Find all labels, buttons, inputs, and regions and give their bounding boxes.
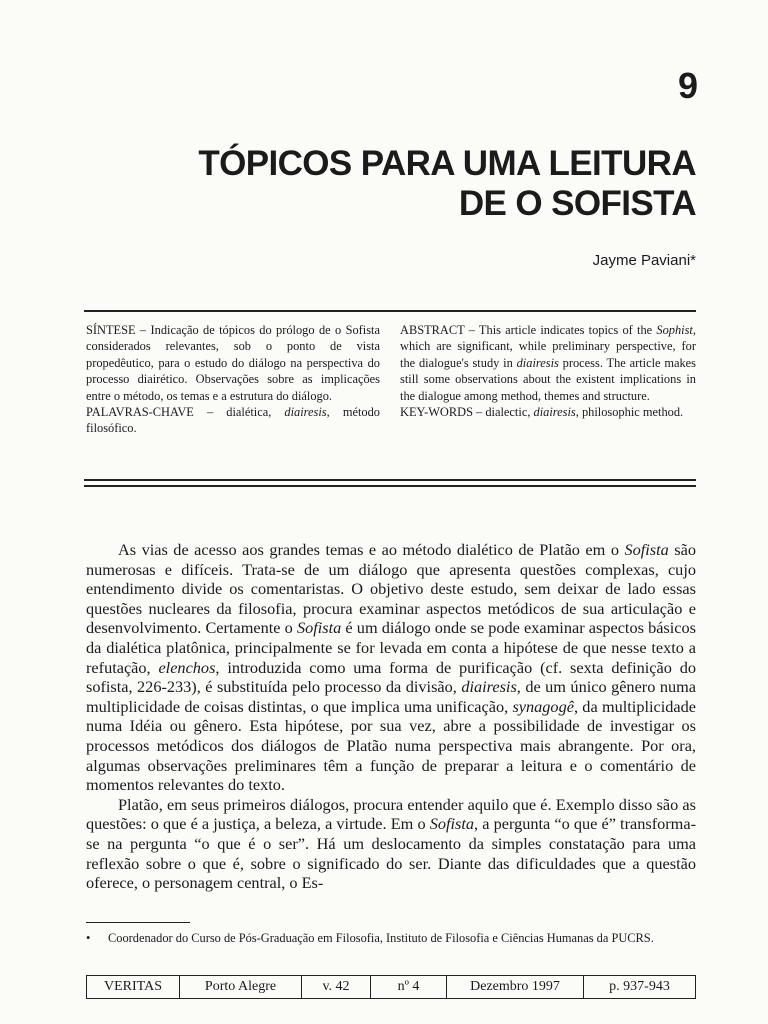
- abstract-english: [400, 322, 696, 420]
- article-title-line-2: DE O SOFISTA: [458, 184, 696, 223]
- p1-italic-elenchos: elenchos: [158, 657, 216, 677]
- p2-text-a: Platão, em seus primeiros diálogos, procura entender aquilo que é. Exemplo disso são as questões: o que é a justiça, a beleza, a virtude. Em o: [86, 794, 696, 834]
- article-body: [86, 540, 696, 893]
- sintese-text: SÍNTESE – Indicação de tópicos do prólogo de o Sofista considerados relevantes, sob o ponto de vista propedêutico, para o estudo do diálogo na perspectiva do processo diairético. Observações sobre as implicações entre o método, os temas e a estrutura do diálogo.: [86, 323, 380, 403]
- sintese-paragraph: [86, 322, 380, 404]
- palavras-chave-text-end: , método filosófico.: [86, 405, 380, 436]
- abstract-text: ABSTRACT – This article indicates topics of the: [400, 323, 657, 337]
- footnote-text: Coordenador do Curso de Pós-Graduação em Filosofia, Instituto de Filosofia e Ciências Humanas da PUCRS.: [108, 931, 654, 945]
- footer-number: nº 4: [371, 976, 447, 998]
- p1-italic-synagoge: synagogê: [512, 696, 574, 716]
- key-words-text-end: , philosophic method.: [575, 405, 684, 420]
- article-title-line-1: TÓPICOS PARA UMA LEITURA: [198, 144, 696, 183]
- p1-italic-sofista: Sofista: [624, 540, 669, 559]
- abstract-italic-sophist: Sophist: [656, 323, 693, 337]
- body-paragraph-1: [86, 540, 696, 795]
- article-title: [198, 144, 696, 224]
- abstract-portuguese: [86, 322, 380, 437]
- footnote-marker: •: [86, 931, 91, 945]
- footer-volume: v. 42: [302, 976, 371, 998]
- p1-italic-diairesis: diairesis: [461, 677, 517, 697]
- p1-text-g: , introduzida como uma forma de purificação (cf. sexta definição do sofista, 226-233), é substituída pelo processo da divisão,: [86, 657, 696, 697]
- chapter-number: 9: [677, 65, 698, 106]
- footer-pages: p. 937-943: [609, 979, 670, 994]
- key-words-text: KEY-WORDS – dialectic,: [400, 405, 534, 420]
- footer-date: Dezembro 1997: [447, 976, 584, 998]
- palavras-chave-italic: diairesis: [284, 405, 327, 420]
- abstract-text-2: , which are significant, while preliminary perspective, for the dialogue's study in: [400, 323, 696, 370]
- abstract-text-3: process. The article makes still some observations about the existent implications in the dialogue among method, themes and structure.: [400, 355, 696, 403]
- p1-text-a: As vias de acesso aos grandes temas e ao método dialético de Platão em o: [118, 540, 625, 559]
- abstract-italic-diairesis: diairesis: [516, 355, 559, 370]
- key-words-italic: diairesis: [533, 405, 576, 420]
- citation-footer: [86, 975, 696, 999]
- double-rule: [84, 479, 696, 487]
- p1-text-i: , de um único gênero numa multiplicidade de coisas distintas, o que implica uma unificação,: [86, 677, 697, 716]
- abstract-paragraph: [400, 322, 696, 404]
- footer-city: Porto Alegre: [180, 976, 302, 998]
- footnote: [86, 930, 696, 946]
- footer-journal: VERITAS: [87, 976, 180, 998]
- p1-text-k: , da multiplicidade numa Idéia ou gênero. Esta hipótese, por sua vez, abre a possibilidade de investigar os processos metódicos dos diálogos de Platão numa perspectiva mais abrangente. Por ora, algumas observações preliminares têm a função de preparar a leitura e o comentário de momentos relevantes do texto.: [86, 696, 696, 795]
- p1-italic-sofista-2: Sofista: [296, 618, 342, 638]
- top-rule: [84, 310, 696, 312]
- palavras-chave-paragraph: [86, 404, 380, 437]
- p1-text-e: é um diálogo onde se pode examinar aspectos básicos da dialética platônica, principalmente se for levada em conta a hipótese de que nesse texto a refutação,: [86, 618, 696, 677]
- body-paragraph-2: [86, 795, 696, 893]
- key-words-paragraph: [400, 404, 696, 420]
- palavras-chave-text: PALAVRAS-CHAVE – dialética,: [86, 405, 285, 420]
- footnote-rule: [86, 922, 190, 923]
- p2-text-c: , a pergunta “o que é” transforma-se na pergunta “o que é o ser”. Há um deslocamento da simples constatação para uma reflexão sobre o que é, sobre o significado do ser. Diante das dificuldades que a questão oferece, o personagem central, o Es-: [86, 814, 696, 893]
- p1-text-c: são numerosas e difíceis. Trata-se de um diálogo que apresenta questões complexas, cujo entendimento divide os comentaristas. O objetivo deste estudo, sem deixar de lado essas questões nucleares da filosofia, procura examinar aspectos metódicos de sua articulação e desenvolvimento. Certamente o: [86, 540, 696, 638]
- p2-italic-sofista: Sofista: [429, 814, 475, 834]
- author-name: Jayme Paviani*: [592, 252, 696, 269]
